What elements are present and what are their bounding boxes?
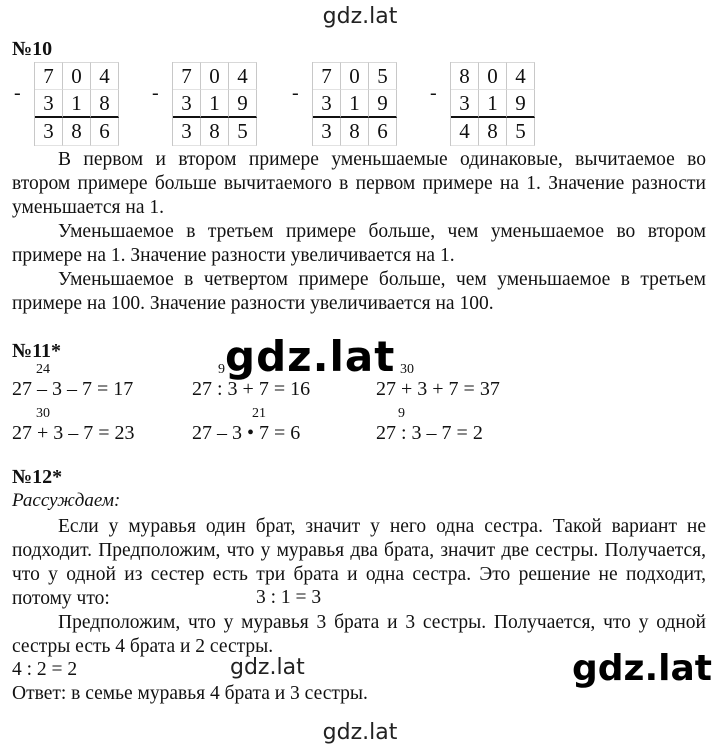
expression: 27 : 3 + 7 = 16 [192, 378, 311, 400]
task10-paragraph-1 [12, 148, 706, 220]
expression: 27 – 3 • 7 = 6 [192, 422, 301, 444]
digit: 7 [35, 62, 63, 90]
digit-grid [34, 62, 119, 146]
expression-hint: 9 [218, 362, 225, 377]
paragraph-text: В первом и втором примере уменьшаемые одинаковые, вычитаемое во втором примере больше вычитаемого в первом примере на 1. Значение разности уменьшается на 1. [12, 149, 706, 218]
digit: 5 [369, 62, 397, 90]
digit-grid [450, 62, 535, 146]
paragraph-text: Уменьшаемое в третьем примере больше, чем уменьшаемое во втором примере на 1. Значение разности увеличивается на 1. [12, 221, 706, 266]
minus-sign: - [14, 82, 21, 104]
digit: 8 [479, 118, 507, 146]
expression-hint: 21 [252, 406, 266, 421]
digit: 8 [201, 118, 229, 146]
digit: 3 [173, 118, 201, 146]
subtraction-example-2 [152, 62, 257, 146]
subtraction-example-4 [430, 62, 535, 146]
digit: 7 [313, 62, 341, 90]
digit-grid [312, 62, 397, 146]
watermark-small: gdz.lat [230, 655, 305, 680]
calc-line: 4 : 2 = 2 [12, 659, 78, 680]
digit: 0 [63, 62, 91, 90]
expression-hint: 30 [36, 406, 50, 421]
digit: 0 [479, 62, 507, 90]
paragraph-text: Если у муравья один брат, значит у него одна сестра. Такой вариант не подходит. Предположим, что у муравья два брата, значит две сестры. Получается, что у одной из сестер есть три брата и одна сестра. Это решение не подходит, потому что: [12, 516, 706, 609]
digit: 6 [91, 118, 119, 146]
watermark-large: gdz.lat [225, 332, 396, 381]
digit: 3 [313, 118, 341, 146]
digit: 9 [369, 90, 397, 118]
digit: 6 [369, 118, 397, 146]
expression: 27 + 3 – 7 = 23 [12, 422, 135, 444]
task10-heading: №10 [12, 38, 53, 60]
task12-heading: №12* [12, 466, 63, 488]
digit: 7 [173, 62, 201, 90]
paragraph-text: Предположим, что у муравья 3 брата и 3 сестры. Получается, что у одной сестры есть 4 брата и 2 сестры. [12, 612, 706, 657]
calc-line: 3 : 1 = 3 [256, 587, 322, 608]
digit: 5 [507, 118, 535, 146]
digit: 4 [451, 118, 479, 146]
expression-hint: 24 [36, 362, 50, 377]
task11-heading: №11* [12, 340, 61, 362]
answer-line: Ответ: в семье муравья 4 брата и 3 сестры. [12, 683, 368, 704]
task12-paragraph-1 [12, 515, 706, 611]
minus-sign: - [152, 82, 159, 104]
task10-paragraph-3 [12, 268, 706, 316]
digit-grid [172, 62, 257, 146]
minus-sign: - [292, 82, 299, 104]
expression: 27 : 3 – 7 = 2 [376, 422, 483, 444]
digit: 0 [201, 62, 229, 90]
watermark-bottom: gdz.lat [322, 720, 398, 745]
minus-sign: - [430, 82, 437, 104]
digit: 3 [313, 90, 341, 118]
digit: 1 [341, 90, 369, 118]
digit: 3 [173, 90, 201, 118]
digit: 0 [341, 62, 369, 90]
digit: 4 [507, 62, 535, 90]
watermark-top: gdz.lat [322, 4, 398, 29]
digit: 9 [229, 90, 257, 118]
paragraph-text: Уменьшаемое в четвертом примере больше, чем уменьшаемое в третьем примере на 100. Значение разности увеличивается на 100. [12, 269, 706, 314]
digit: 4 [91, 62, 119, 90]
digit: 8 [91, 90, 119, 118]
digit: 8 [341, 118, 369, 146]
digit: 3 [35, 90, 63, 118]
task12-intro: Рассуждаем: [12, 490, 121, 511]
digit: 3 [451, 90, 479, 118]
digit: 9 [507, 90, 535, 118]
digit: 1 [63, 90, 91, 118]
expression-hint: 30 [400, 362, 414, 377]
digit: 1 [201, 90, 229, 118]
task10-paragraph-2 [12, 220, 706, 268]
subtraction-example-1 [14, 62, 119, 146]
digit: 8 [63, 118, 91, 146]
digit: 3 [35, 118, 63, 146]
digit: 8 [451, 62, 479, 90]
subtraction-example-3 [292, 62, 397, 146]
expression: 27 + 3 + 7 = 37 [376, 378, 500, 400]
digit: 4 [229, 62, 257, 90]
expression: 27 – 3 – 7 = 17 [12, 378, 134, 400]
digit: 5 [229, 118, 257, 146]
digit: 1 [479, 90, 507, 118]
watermark-large-right: gdz.lat [572, 648, 713, 689]
expression-hint: 9 [398, 406, 405, 421]
